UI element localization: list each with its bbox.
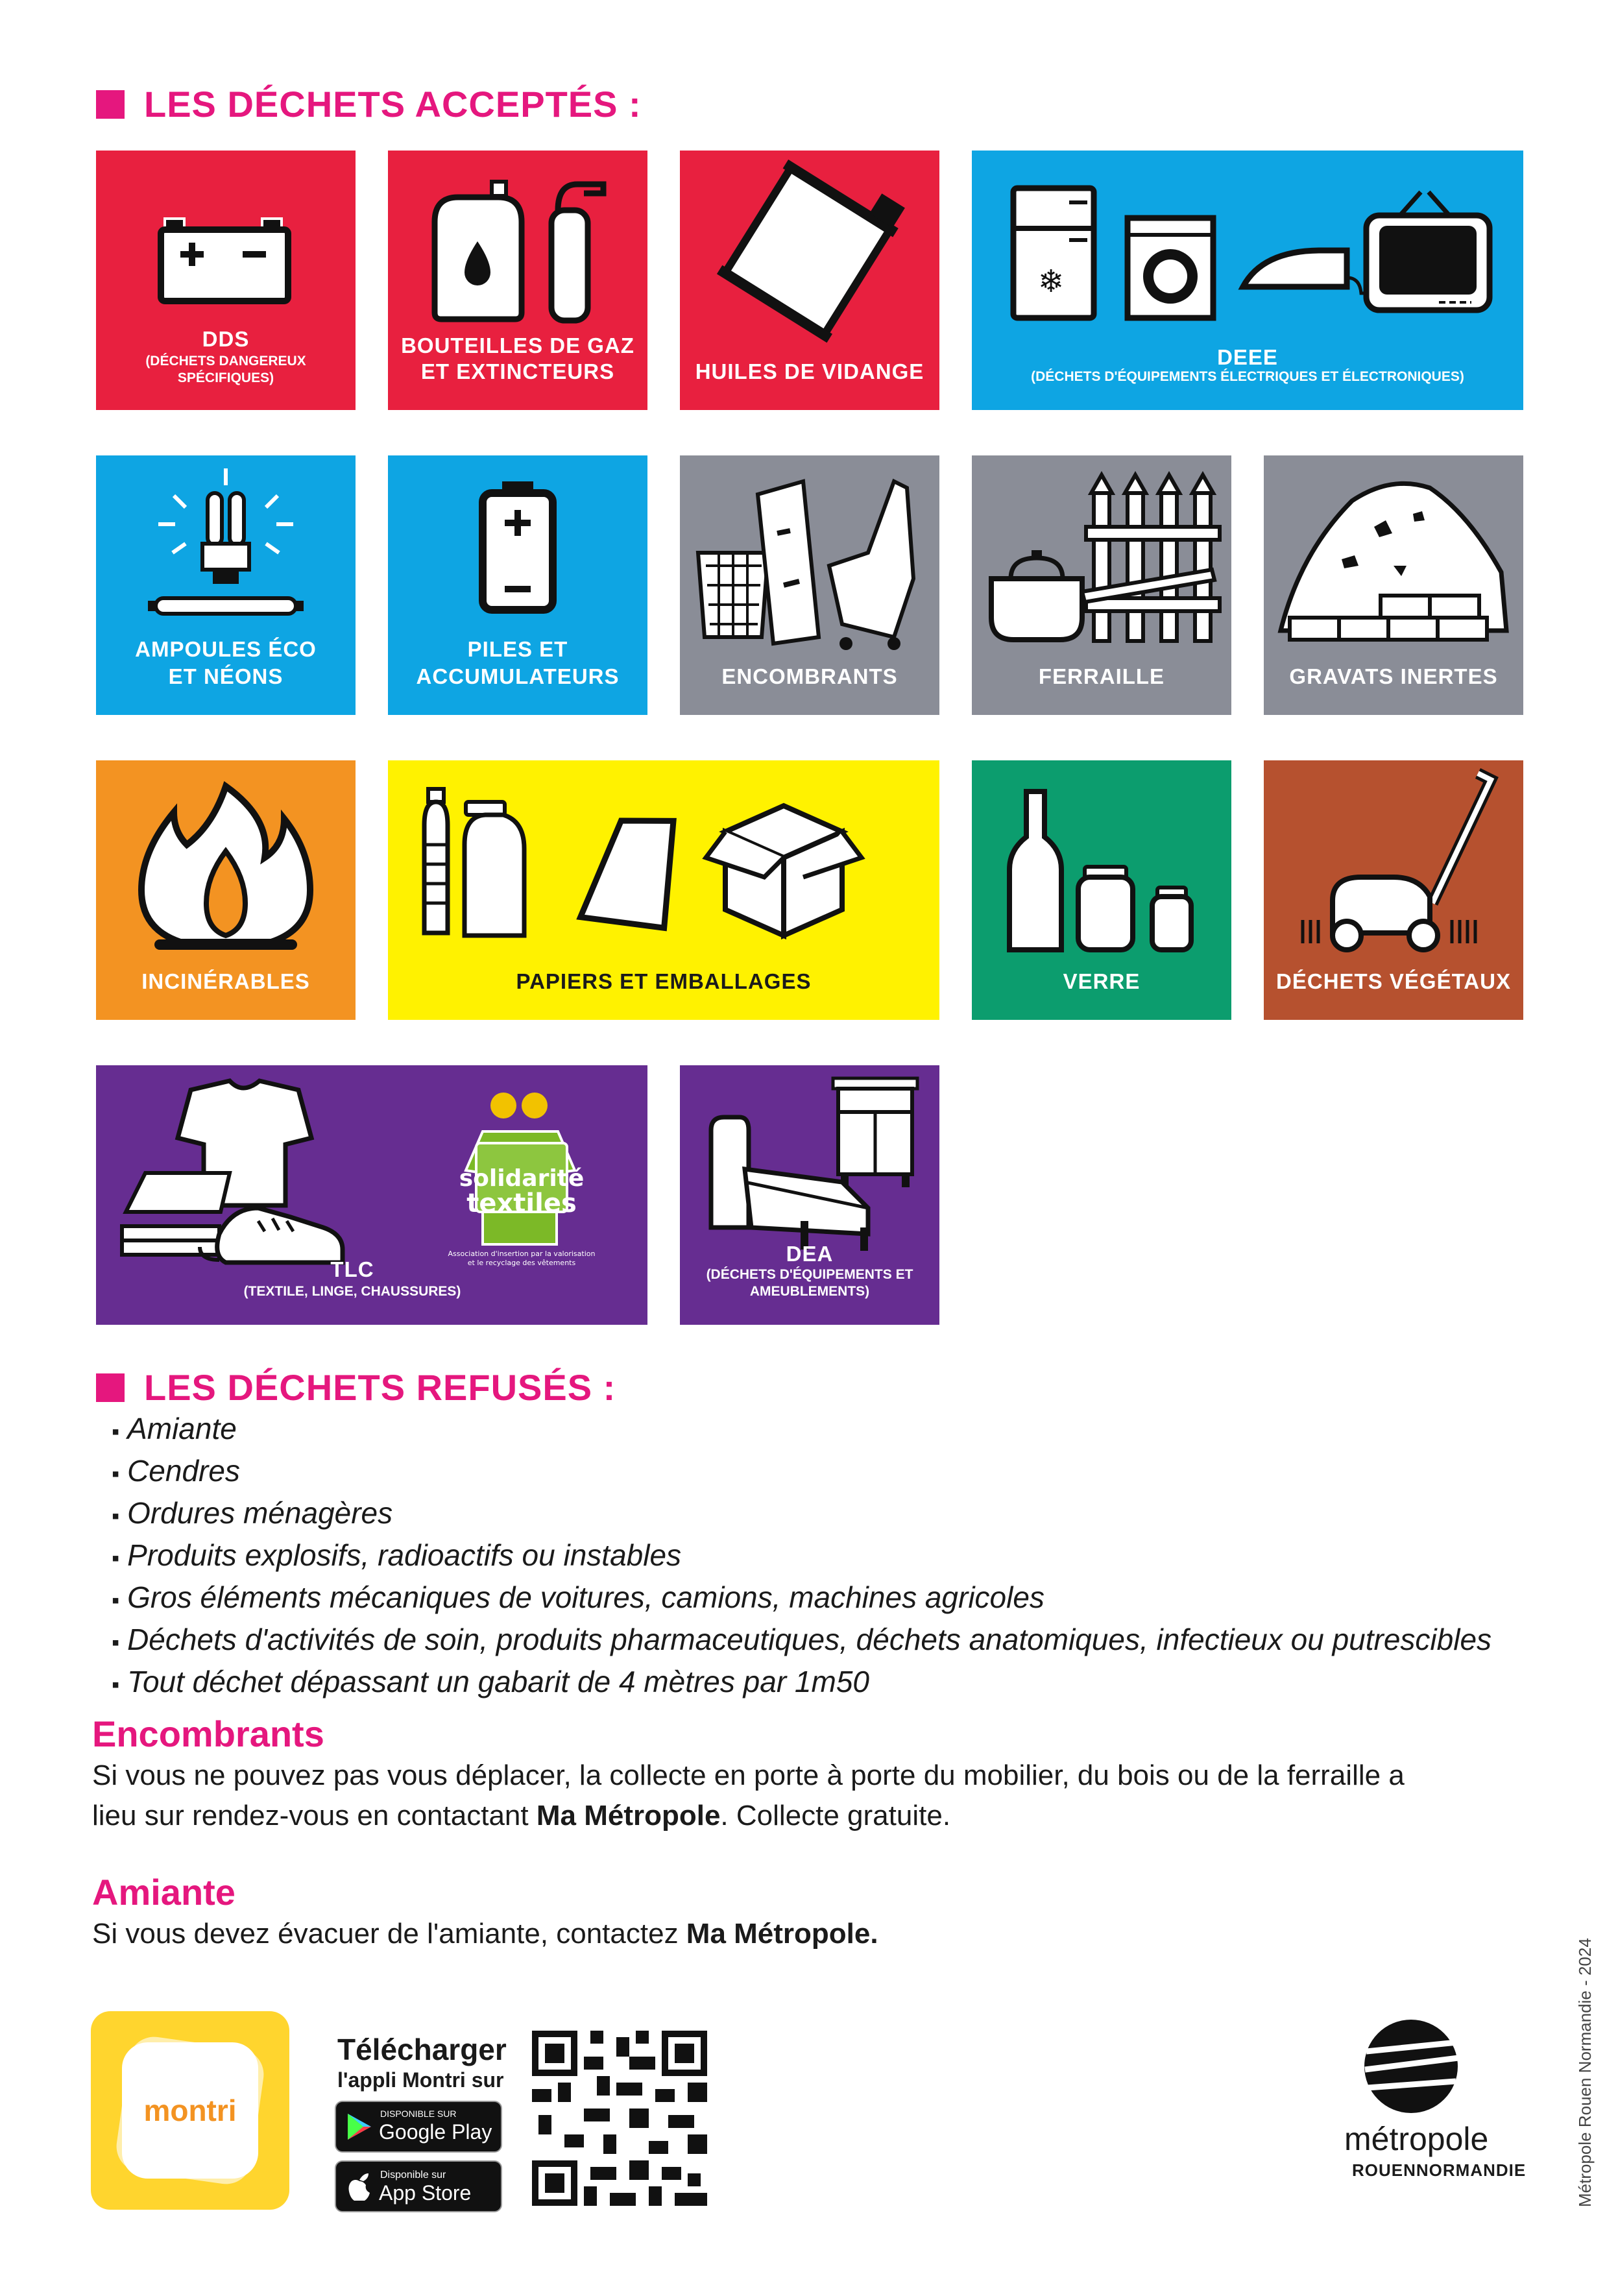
tile-label: VERRE (1063, 969, 1141, 993)
montri-logo-text: montri (143, 2094, 237, 2127)
paragraph-line: lieu sur rendez-vous en contactant Ma Métropole. Collecte gratuite. (92, 1800, 951, 1831)
tile-gravats (1264, 455, 1523, 715)
logo-text: solidarité (459, 1165, 585, 1192)
tile-label: DDS (202, 327, 250, 351)
download-subtitle: l'appli Montri sur (337, 2068, 504, 2092)
tile-label: PAPIERS ET EMBALLAGES (516, 969, 812, 993)
tile-label: ET EXTINCTEURS (420, 359, 615, 383)
tile-encombrants (680, 455, 939, 715)
montri-app-icon[interactable] (91, 2011, 289, 2210)
amiante-text: Si vous devez évacuer de l'amiante, contactez Ma Métropole. (92, 1918, 878, 1950)
tile-label: FERRAILLE (1038, 664, 1165, 688)
google-play-button[interactable] (335, 2101, 502, 2153)
tile-sublabel: (DÉCHETS DANGEREUX (145, 354, 306, 369)
tile-ferraille (972, 455, 1231, 715)
tile-huiles (680, 151, 939, 410)
credit-vertical: Métropole Rouen Normandie - 2024 (1575, 1938, 1595, 2207)
tile-vegetaux (1264, 760, 1523, 1020)
tile-label: AMPOULES ÉCO (135, 637, 317, 661)
google-play-big: Google Play (379, 2120, 492, 2144)
download-title: Télécharger (337, 2033, 507, 2066)
metropole-logo-sub: ROUENNORMANDIE (1352, 2160, 1527, 2180)
amiante-heading: Amiante (92, 1872, 235, 1913)
refused-title: LES DÉCHETS REFUSÉS : (96, 1366, 616, 1408)
tile-label: PILES ET (467, 637, 568, 661)
tile-ampoules (96, 455, 356, 715)
tile-label: DEA (786, 1242, 834, 1266)
svg-text:❄: ❄ (1038, 263, 1065, 300)
refused-list (112, 1409, 1491, 1704)
tile-label: HUILES DE VIDANGE (695, 359, 924, 383)
tile-dds (96, 151, 356, 410)
apple-icon (348, 2172, 371, 2201)
encombrants-text (92, 1756, 1532, 1836)
tile-label: DÉCHETS VÉGÉTAUX (1276, 969, 1511, 993)
app-store-small: Disponible sur (380, 2169, 446, 2181)
accepted-title: LES DÉCHETS ACCEPTÉS : (96, 83, 642, 125)
list-item: ▪ Déchets d'activités de soin, produits pharmaceutiques, déchets anatomiques, infectieux ou putrescibles (112, 1620, 1491, 1662)
logo-note: et le recyclage des vêtements (467, 1259, 576, 1267)
pink-square-icon (96, 90, 125, 119)
tile-sublabel: (TEXTILE, LINGE, CHAUSSURES) (243, 1284, 461, 1299)
tile-sublabel: (DÉCHETS D'ÉQUIPEMENTS ET (706, 1267, 913, 1282)
list-item: ▪ Cendres (112, 1451, 1491, 1493)
google-play-small: DISPONIBLE SUR (380, 2109, 457, 2119)
tile-label: BOUTEILLES DE GAZ (401, 333, 634, 357)
tile-sublabel: SPÉCIFIQUES) (177, 370, 274, 385)
tile-tlc (96, 1065, 647, 1325)
encombrants-heading: Encombrants (92, 1713, 324, 1754)
tile-label: ENCOMBRANTS (721, 664, 898, 688)
tile-papiers (388, 760, 939, 1020)
tile-label: TLC (330, 1257, 374, 1281)
qr-code[interactable] (532, 2031, 707, 2206)
app-store-big: App Store (379, 2181, 472, 2205)
tile-deee (972, 151, 1523, 410)
metropole-logo-icon (1362, 2018, 1460, 2115)
tile-sublabel: (DÉCHETS D'ÉQUIPEMENTS ÉLECTRIQUES ET ÉLECTRONIQUES) (1031, 369, 1464, 384)
tile-incinerables (96, 760, 356, 1020)
tile-dea (680, 1065, 939, 1325)
tile-label: ACCUMULATEURS (416, 664, 620, 688)
tile-gaz (388, 151, 647, 410)
tile-label: ET NÉONS (168, 664, 284, 688)
logo-note: Association d'insertion par la valorisation (448, 1250, 596, 1258)
paragraph-line: Si vous ne pouvez pas vous déplacer, la collecte en porte à porte du mobilier, du bois ou de la ferraille a (92, 1759, 1405, 1791)
metropole-logo-word: métropole (1344, 2121, 1489, 2157)
tile-piles (388, 455, 647, 715)
logo-text: textiles (466, 1189, 577, 1218)
google-play-icon (346, 2112, 372, 2141)
list-item: ▪ Amiante (112, 1409, 1491, 1451)
ma-metropole-bold: Ma Métropole. (686, 1918, 878, 1950)
list-item: ▪ Gros éléments mécaniques de voitures, camions, machines agricoles (112, 1578, 1491, 1620)
app-store-button[interactable] (335, 2160, 502, 2212)
tile-label: DEEE (1217, 345, 1278, 369)
pink-square-icon (96, 1373, 125, 1402)
ma-metropole-bold: Ma Métropole (536, 1800, 721, 1831)
list-item: ▪ Produits explosifs, radioactifs ou instables (112, 1536, 1491, 1578)
tile-sublabel: AMEUBLEMENTS) (749, 1284, 870, 1299)
tile-label: GRAVATS INERTES (1289, 664, 1498, 688)
tile-verre (972, 760, 1231, 1020)
list-item: ▪ Tout déchet dépassant un gabarit de 4 mètres par 1m50 (112, 1662, 1491, 1704)
tile-label: INCINÉRABLES (141, 969, 310, 993)
list-item: ▪ Ordures ménagères (112, 1493, 1491, 1536)
